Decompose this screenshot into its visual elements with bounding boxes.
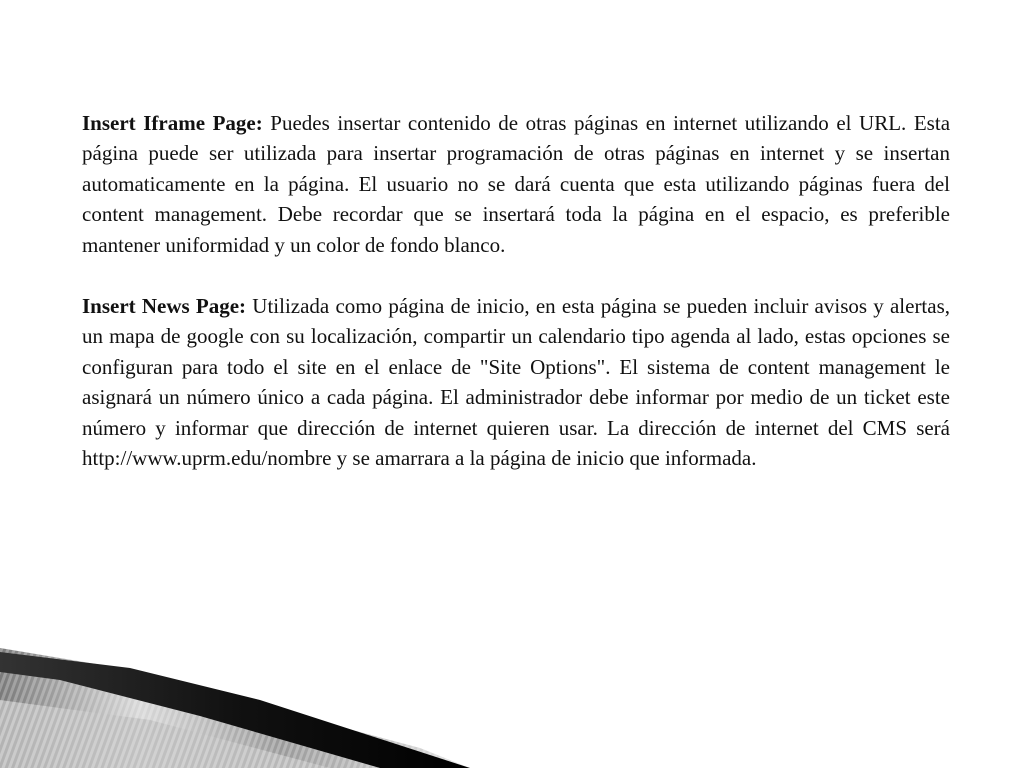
description-iframe-page: Puedes insertar contenido de otras páginas en internet utilizando el URL. Esta página puede ser utilizada para insertar programación de otras páginas en internet y se insertan automaticamente en la página. El usuario no se dará cuenta que esta utilizando páginas fuera del content management. Debe recordar que se insertará toda la página en el espacio, es preferible mantener uniformidad y un color de fondo blanco.: [82, 111, 951, 257]
ribbon-dark-band: [0, 652, 470, 768]
ribbon-light-band: [0, 700, 330, 768]
ribbon-grey-band: [0, 648, 470, 768]
slide-body: [82, 108, 950, 504]
paragraph-news-page: [82, 291, 950, 473]
term-iframe-page: Insert Iframe Page:: [82, 111, 263, 135]
description-news-page: Utilizada como página de inicio, en esta página se pueden incluir avisos y alertas, un mapa de google con su localización, compartir un calendario tipo agenda al lado, estas opciones se configuran para todo el site en el enlace de "Site Options". El sistema de content management le asignará un número único a cada página. El administrador debe informar por medio de un ticket este número y informar que dirección de internet quieren usar. La dirección de internet del CMS será http://www.uprm.edu/nombre y se amarrara a la página de inicio que informada.: [82, 294, 951, 471]
term-news-page: Insert News Page:: [82, 294, 247, 319]
paragraph-iframe-page: [82, 108, 950, 260]
